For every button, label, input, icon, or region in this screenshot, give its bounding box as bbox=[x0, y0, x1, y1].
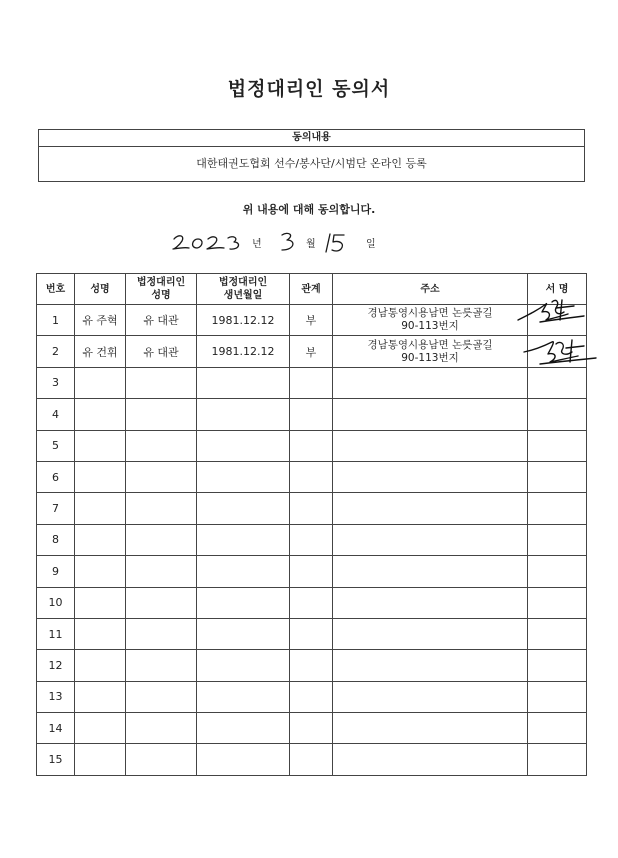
cell-relation: 부 bbox=[290, 305, 333, 336]
cell-address bbox=[333, 493, 528, 524]
cell-no: 1 bbox=[37, 305, 75, 336]
cell-relation bbox=[290, 430, 333, 461]
cell-signature bbox=[528, 524, 587, 555]
cell-guardian-birth bbox=[197, 461, 290, 492]
cell-guardian-birth bbox=[197, 524, 290, 555]
date-day-stroke-1 bbox=[326, 234, 330, 252]
cell-signature bbox=[528, 556, 587, 587]
cell-guardian-birth: 1981.12.12 bbox=[197, 305, 290, 336]
cell-no: 11 bbox=[37, 618, 75, 649]
cell-guardian-birth: 1981.12.12 bbox=[197, 336, 290, 367]
cell-relation bbox=[290, 618, 333, 649]
cell-address bbox=[333, 744, 528, 775]
document-title: 법정대리인 동의서 bbox=[227, 78, 391, 100]
cell-guardian-birth bbox=[197, 399, 290, 430]
cell-guardian-birth bbox=[197, 430, 290, 461]
cell-no: 10 bbox=[37, 587, 75, 618]
cell-no: 6 bbox=[37, 461, 75, 492]
agreement-statement: 위 내용에 대해 동의합니다. bbox=[242, 203, 376, 216]
table-row bbox=[37, 650, 587, 681]
table-row bbox=[37, 461, 587, 492]
cell-guardian-name bbox=[126, 587, 197, 618]
cell-name bbox=[75, 681, 126, 712]
cell-name bbox=[75, 587, 126, 618]
cell-guardian-birth bbox=[197, 618, 290, 649]
cell-relation bbox=[290, 524, 333, 555]
cell-signature bbox=[528, 305, 587, 336]
cell-signature bbox=[528, 367, 587, 398]
cell-name bbox=[75, 650, 126, 681]
table-row bbox=[37, 681, 587, 712]
cell-guardian-name bbox=[126, 744, 197, 775]
cell-signature bbox=[528, 618, 587, 649]
cell-guardian-name: 유 대관 bbox=[126, 305, 197, 336]
cell-address bbox=[333, 556, 528, 587]
date-year-stroke-2 bbox=[193, 239, 202, 248]
date-year-stroke-3 bbox=[207, 237, 224, 249]
signature-date bbox=[170, 226, 410, 256]
cell-signature bbox=[528, 493, 587, 524]
table-row bbox=[37, 430, 587, 461]
table-row bbox=[37, 336, 587, 367]
cell-address bbox=[333, 461, 528, 492]
cell-no: 3 bbox=[37, 367, 75, 398]
month-unit: 월 bbox=[306, 239, 316, 250]
cell-guardian-name bbox=[126, 367, 197, 398]
cell-name bbox=[75, 618, 126, 649]
col-header-no: 번호 bbox=[37, 274, 75, 305]
cell-no: 4 bbox=[37, 399, 75, 430]
table-row bbox=[37, 399, 587, 430]
cell-name bbox=[75, 713, 126, 744]
cell-relation bbox=[290, 587, 333, 618]
cell-name bbox=[75, 556, 126, 587]
cell-guardian-birth bbox=[197, 681, 290, 712]
col-header-guardian-birth: 법정대리인 생년월일 bbox=[197, 274, 290, 305]
cell-address bbox=[333, 713, 528, 744]
cell-guardian-birth bbox=[197, 493, 290, 524]
cell-guardian-birth bbox=[197, 744, 290, 775]
cell-relation: 부 bbox=[290, 336, 333, 367]
cell-name bbox=[75, 493, 126, 524]
cell-address: 경남통영시용남면 논릇골길 90-113번지 bbox=[333, 336, 528, 367]
cell-guardian-name bbox=[126, 524, 197, 555]
col-header-name: 성명 bbox=[75, 274, 126, 305]
cell-signature bbox=[528, 650, 587, 681]
cell-name bbox=[75, 524, 126, 555]
cell-guardian-name bbox=[126, 713, 197, 744]
cell-signature bbox=[528, 336, 587, 367]
guardian-table bbox=[36, 273, 587, 776]
cell-guardian-birth bbox=[197, 713, 290, 744]
cell-guardian-birth bbox=[197, 367, 290, 398]
cell-relation bbox=[290, 493, 333, 524]
cell-no: 15 bbox=[37, 744, 75, 775]
cell-address bbox=[333, 524, 528, 555]
cell-relation bbox=[290, 556, 333, 587]
date-day-stroke-2 bbox=[332, 235, 344, 251]
table-row bbox=[37, 524, 587, 555]
cell-guardian-name bbox=[126, 493, 197, 524]
cell-guardian-name bbox=[126, 399, 197, 430]
cell-name bbox=[75, 461, 126, 492]
consent-box bbox=[38, 129, 585, 182]
cell-address: 경남통영시용남면 논릇골길 90-113번지 bbox=[333, 305, 528, 336]
cell-guardian-name bbox=[126, 681, 197, 712]
date-year-stroke-4 bbox=[228, 237, 239, 249]
cell-relation bbox=[290, 681, 333, 712]
cell-no: 7 bbox=[37, 493, 75, 524]
cell-relation bbox=[290, 744, 333, 775]
date-year-stroke-1 bbox=[173, 236, 189, 249]
table-row bbox=[37, 305, 587, 336]
consent-header: 동의내용 bbox=[39, 130, 584, 147]
cell-address bbox=[333, 430, 528, 461]
col-header-guardian-name: 법정대리인 성명 bbox=[126, 274, 197, 305]
cell-no: 14 bbox=[37, 713, 75, 744]
cell-name: 유 주혁 bbox=[75, 305, 126, 336]
cell-signature bbox=[528, 681, 587, 712]
col-header-signature: 서 명 bbox=[528, 274, 587, 305]
cell-address bbox=[333, 650, 528, 681]
cell-signature bbox=[528, 399, 587, 430]
cell-signature bbox=[528, 744, 587, 775]
cell-address bbox=[333, 367, 528, 398]
day-unit: 일 bbox=[366, 239, 376, 250]
table-row bbox=[37, 744, 587, 775]
table-row bbox=[37, 556, 587, 587]
cell-guardian-birth bbox=[197, 650, 290, 681]
table-row bbox=[37, 618, 587, 649]
consent-text: 대한태권도협회 선수/봉사단/시범단 온라인 등록 bbox=[196, 157, 427, 170]
cell-name bbox=[75, 744, 126, 775]
cell-guardian-birth bbox=[197, 556, 290, 587]
cell-address bbox=[333, 399, 528, 430]
cell-relation bbox=[290, 713, 333, 744]
cell-address bbox=[333, 618, 528, 649]
table-row bbox=[37, 587, 587, 618]
cell-relation bbox=[290, 367, 333, 398]
cell-no: 2 bbox=[37, 336, 75, 367]
table-row bbox=[37, 713, 587, 744]
cell-signature bbox=[528, 430, 587, 461]
cell-signature bbox=[528, 587, 587, 618]
table-row bbox=[37, 493, 587, 524]
cell-relation bbox=[290, 650, 333, 681]
cell-guardian-name bbox=[126, 430, 197, 461]
cell-relation bbox=[290, 399, 333, 430]
cell-signature bbox=[528, 461, 587, 492]
cell-signature bbox=[528, 713, 587, 744]
date-month-stroke bbox=[282, 233, 293, 250]
cell-guardian-name: 유 대관 bbox=[126, 336, 197, 367]
col-header-relation: 관계 bbox=[290, 274, 333, 305]
cell-name bbox=[75, 430, 126, 461]
cell-relation bbox=[290, 461, 333, 492]
cell-no: 13 bbox=[37, 681, 75, 712]
table-header-row bbox=[37, 274, 587, 305]
year-unit: 년 bbox=[252, 239, 262, 250]
cell-guardian-name bbox=[126, 461, 197, 492]
col-header-address: 주소 bbox=[333, 274, 528, 305]
cell-no: 9 bbox=[37, 556, 75, 587]
cell-guardian-name bbox=[126, 618, 197, 649]
cell-name: 유 건휘 bbox=[75, 336, 126, 367]
cell-name bbox=[75, 399, 126, 430]
cell-no: 8 bbox=[37, 524, 75, 555]
cell-address bbox=[333, 681, 528, 712]
cell-guardian-name bbox=[126, 650, 197, 681]
table-row bbox=[37, 367, 587, 398]
cell-no: 12 bbox=[37, 650, 75, 681]
cell-no: 5 bbox=[37, 430, 75, 461]
cell-address bbox=[333, 587, 528, 618]
cell-guardian-name bbox=[126, 556, 197, 587]
cell-guardian-birth bbox=[197, 587, 290, 618]
cell-name bbox=[75, 367, 126, 398]
